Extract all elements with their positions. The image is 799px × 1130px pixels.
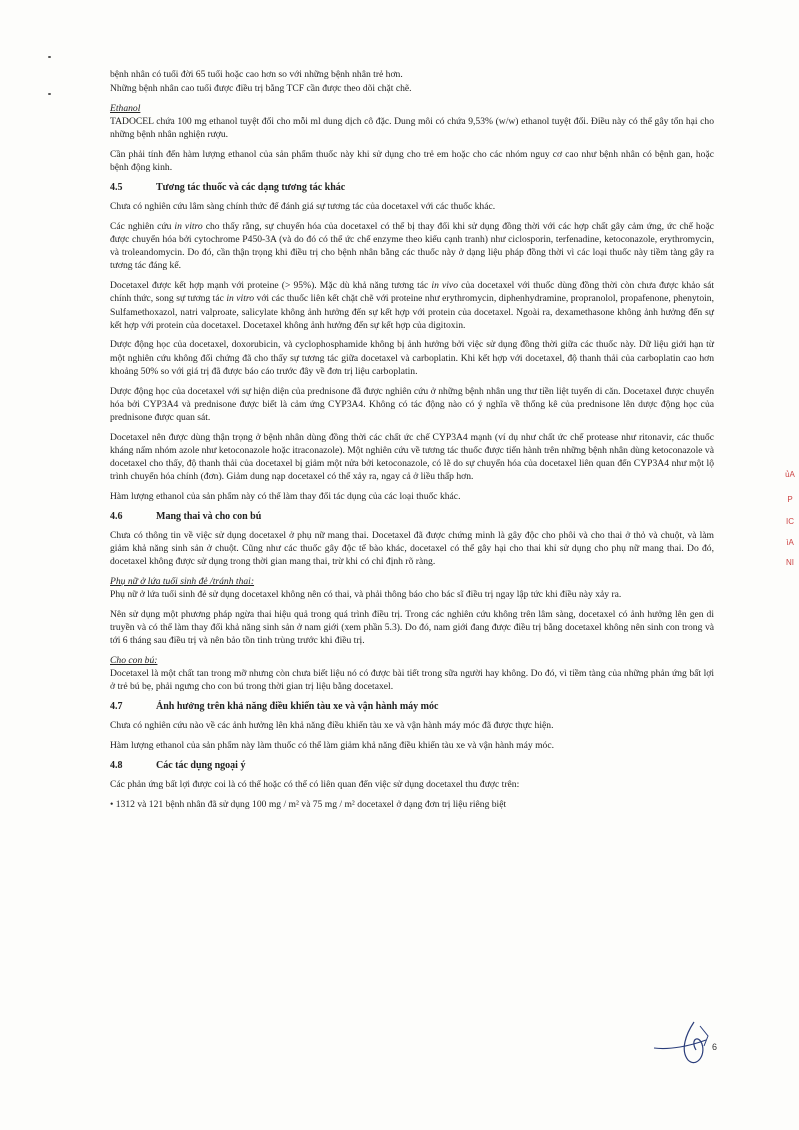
page-number: 6	[712, 1042, 718, 1052]
ethanol-heading: Ethanol	[110, 102, 141, 114]
sec47-paragraph-2: Hàm lượng ethanol của sản phẩm này làm thuốc có thể làm giảm khả năng điều khiển tàu xe và vận hành máy móc.	[110, 740, 554, 752]
sec45-paragraph-6: Docetaxel nên được dùng thận trọng ở bệnh nhân dùng đồng thời các chất ức chế CYP3A4 mạnh (ví dụ như chất ức chế protease như ritonavir, các thuốc kháng nấm nhóm azole như ketoconazole hoặc itraconazole). Một nghiên cứu về tương tác thuốc được tiến hành trên những bệnh nhân dùng ketoconazole và docetaxel cho thấy, độ thanh thải của docetaxel bị giảm một nửa bởi ketoconazole, có lẽ do sự chuyển hóa của docetaxel liên quan đến CYP3A4 như một lộ trình chuyển hóa chính (đơn). Giảm dung nạp docetaxel có thể xảy ra, ngay cả ở liều thấp hơn.	[110, 431, 714, 483]
contraception-subheading: Phụ nữ ở lứa tuổi sinh đẻ /tránh thai:	[110, 576, 255, 587]
sec45-paragraph-7: Hàm lượng ethanol của sản phẩm này có thể làm thay đổi tác dụng của các loại thuốc khác.	[110, 490, 461, 502]
ethanol-paragraph-2: Cần phải tính đến hàm lượng ethanol của sản phẩm thuốc này khi sử dụng cho trẻ em hoặc cho các nhóm nguy cơ cao như bệnh nhân có bệnh gan, hoặc bệnh động kinh.	[110, 149, 714, 174]
punch-mark	[48, 93, 51, 95]
ethanol-paragraph-1: TADOCEL chứa 100 mg ethanol tuyệt đối cho mỗi ml dung dịch cô đặc. Dung môi có chứa 9,53% (w/w) ethanol tuyệt đối. Điều này có thể gây tổn hại cho những bệnh nhân nghiện rượu.	[110, 116, 714, 141]
document-page	[110, 68, 714, 817]
sec45-paragraph-1: Chưa có nghiên cứu lâm sàng chính thức để đánh giá sự tương tác của docetaxel với các thuốc khác.	[110, 201, 496, 213]
intro-line-1: bệnh nhân có tuổi đời 65 tuổi hoặc cao hơn so với những bệnh nhân trẻ hơn.	[110, 69, 403, 80]
sec48-bullet-item: • 1312 và 121 bệnh nhân đã sử dụng 100 mg / m² và 75 mg / m² docetaxel ở dạng đơn trị liệu riêng biệt	[110, 798, 507, 810]
section-number: 4.5	[110, 181, 123, 193]
sec48-paragraph-1: Các phản ứng bất lợi được coi là có thể hoặc có thể có liên quan đến việc sử dụng docetaxel thu được trên:	[110, 778, 520, 790]
sec47-paragraph-1: Chưa có nghiên cứu nào về các ảnh hưởng lên khả năng điều khiển tàu xe và vận hành máy móc đã được thực hiện.	[110, 720, 554, 732]
sec46-paragraph-4: Docetaxel là một chất tan trong mỡ nhưng còn chưa biết liệu nó có được bài tiết trong sữa người hay không. Do đó, vì tiềm tàng của những phản ứng bất lợi ở trẻ bú bẹ, phải ngưng cho con bú trong thời gian trị liệu bằng docetaxel.	[110, 668, 714, 693]
sec46-paragraph-3: Nên sử dụng một phương pháp ngừa thai hiệu quả trong quá trình điều trị. Trong các nghiên cứu không trên lâm sàng, docetaxel có ảnh hưởng lên gen di truyền và có thể làm thay đổi khả năng sinh sản ở nam giới (xem phần 5.3). Do đó, nam giới đang được điều trị bằng docetaxel không nên sinh con trong và tới 6 tháng sau điều trị và nên bảo tồn tinh trùng trước khi điều trị.	[110, 608, 714, 647]
sec45-paragraph-4: Dược động học của docetaxel, doxorubicin, và cyclophosphamide không bị ảnh hưởng bởi việc sử dụng đồng thời giữa các thuốc này. Dữ liệu giới hạn từ một nghiên cứu không đối chứng đã cho thấy sự tương tác giữa docetaxel và carboplatin. Khi kết hợp với docetaxel, độ thanh thải của carboplatin cao hơn khoảng 50% so với giá trị đã được báo cáo trước đây về đơn trị liệu carboplatin.	[110, 339, 714, 377]
section-4-6-heading	[110, 510, 714, 523]
breastfeeding-subheading: Cho con bú:	[110, 655, 158, 667]
edge-stamp-mark: IC	[786, 517, 794, 526]
edge-stamp-mark: ủA	[785, 470, 795, 479]
sec46-paragraph-2: Phụ nữ ở lứa tuổi sinh đẻ sử dụng docetaxel không nên có thai, và phải thông báo cho bác sĩ điều trị ngay lập tức khi điều này xảy ra.	[110, 589, 622, 601]
section-4-8-heading	[110, 759, 714, 772]
sec45-paragraph-5: Dược động học của docetaxel với sự hiện diện của prednisone đã được nghiên cứu ở những bệnh nhân ung thư tiền liệt tuyến di căn. Docetaxel được chuyển hóa bởi CYP3A4 và prednisone được biết là cảm ứng CYP3A4. Không có tác động nào có ý nghĩa về thống kê của prednisone lên dược động học của prednisone được quan sát.	[110, 385, 714, 423]
section-number: 4.8	[110, 759, 123, 771]
edge-stamp-mark: P	[787, 495, 793, 504]
section-title: Mang thai và cho con bú	[156, 510, 262, 522]
section-title: Các tác dụng ngoại ý	[156, 759, 246, 771]
section-number: 4.7	[110, 701, 123, 713]
edge-stamp-mark: ìA	[786, 538, 794, 547]
section-title: Tương tác thuốc và các dạng tương tác khác	[156, 181, 346, 193]
intro-line-2: Những bệnh nhân cao tuổi được điều trị bằng TCF cần được theo dõi chặt chẽ.	[110, 83, 412, 95]
section-title: Ảnh hưởng trên khả năng điều khiển tàu xe và vận hành máy móc	[156, 701, 439, 713]
edge-stamp-mark: NI	[786, 558, 794, 567]
signature-mark	[650, 1016, 730, 1076]
section-4-7-heading	[110, 700, 714, 713]
section-4-5-heading	[110, 181, 714, 194]
sec45-paragraph-3: Docetaxel được kết hợp mạnh với proteine (> 95%). Mặc dù khả năng tương tác in vivo của docetaxel với thuốc dùng đồng thời còn chưa được khảo sát chính thức, song sự tương tác in vitro với các thuốc liên kết chặt chẽ với proteine như erythromycin, diphenhydramine, propranolol, propafenone, phenytoin, Sulfamethoxazol, natri valproate, salicylate không ảnh hưởng đến sự kết hợp với protein của docetaxel. Ngoài ra, dexamethasone không ảnh hưởng đến sự kết hợp với protein của docetaxel. Docetaxel không ảnh hưởng đến sự kết hợp của digitoxin.	[110, 280, 715, 331]
sec45-paragraph-2: Các nghiên cứu in vitro cho thấy rằng, sự chuyển hóa của docetaxel có thể bị thay đổi khi sử dụng đồng thời với các hợp chất gây cảm ứng, ức chế hoặc được chuyển hóa bởi cytochrome P450-3A (và do đó có thể ức chế enzyme theo kiểu cạnh tranh) như ciclosporin, terfenadine, ketoconazole, erythromycin, và troleandomycin. Do đó, cần thận trọng khi điều trị cho bệnh nhân bằng các thuốc này ở dạng liệu pháp đồng thời vì các loại thuốc này tiềm tàng gây ra tương tác đáng kể.	[110, 220, 715, 272]
section-number: 4.6	[110, 510, 123, 522]
punch-mark	[48, 56, 51, 58]
sec46-paragraph-1: Chưa có thông tin về việc sử dụng docetaxel ở phụ nữ mang thai. Docetaxel đã được chứng minh là gây độc cho phôi và cho thai ở thỏ và chuột, và làm giảm khả năng sinh sản ở chuột. Cũng như các thuốc gây độc tế bào khác, docetaxel có thể gây hại cho thai khi sử dụng cho phụ nữ mang thai. Do đó, docetaxel không được sử dụng trong thời gian mang thai, trừ khi có chỉ định rõ ràng.	[110, 529, 714, 568]
